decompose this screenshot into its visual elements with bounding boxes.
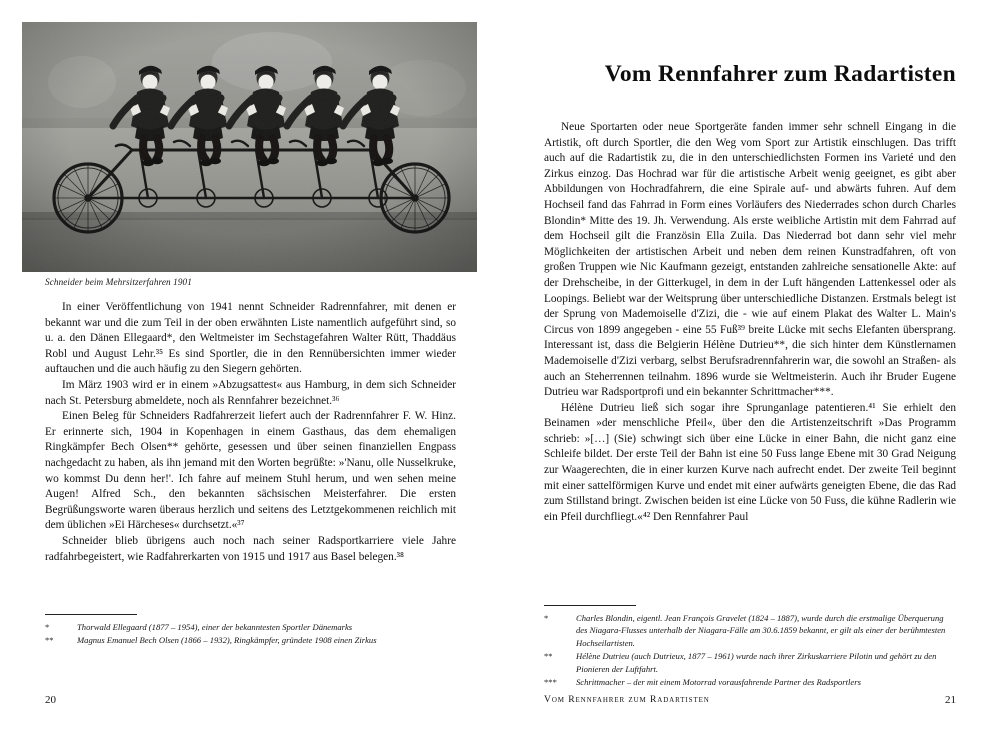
- page-number-left: 20: [45, 694, 56, 706]
- footnote-text: Thorwald Ellegaard (1877 – 1954), einer der bekanntesten Sportler Dänemarks: [77, 622, 353, 632]
- historic-photograph: [22, 22, 477, 272]
- page-number-right: 21: [945, 694, 956, 706]
- paragraph: Schneider blieb übrigens auch noch nach seiner Radsportkarriere viele Jahre radfahrbegeistert, wie Radfahrerkarten von 1915 und 1917 aus Basel belegen.³⁸: [45, 534, 456, 563]
- footnote-marker: ***: [544, 677, 557, 688]
- paragraph: Neue Sportarten oder neue Sportgeräte fanden immer sehr schnell Eingang in die Artistik, oft durch Sportler, die den Weg vom Sport zur Artistik einschlugen. Das trifft auch auf die Radartistik zu, die in den unterschiedlichsten Formen ins Varieté und den Zirkus einzog. Das Hochrad war für die artistische Arbeit wenig geeignet, es gibt aber Abbildungen von Hochradfahrern, die eine Spirale auf- und abwärts fuhren. Auf dem Hochseil fand das Fahrrad in Form eines Vorläufers des Niederrades schon durch Charles Blondin* Mitte des 19. Jh. Verwendung. Als erste weibliche Artistin mit dem Fahrrad auf dem Hochseil gilt die Französin Ella Zuila. Das Niederrad bot dann sehr viel mehr Möglichkeiten der artistischen Arbeit und neben dem reinen Kunstradfahren, oft von großen Truppen wie Nic Kaufmann gezeigt, entstanden zahlreiche sensationelle Akte: auf der Drehscheibe, in der Gitterkugel, in dem in der Luft hängenden Lattenkessel oder als Loopings. Beliebt war der Weitsprung über unterschiedliche Distanzen. Erstmals belegt ist der Sprung von Mademoiselle d'Zizi, die - wie auf einem Plakat des Walter L. Main's Circus von 1899 angegeben - eine 55 Fuß³⁹ breite Lücke mit sechs Elefanten übersprang. Interessant ist, dass die Belgierin Hélène Dutrieu**, die sich hinter dem Künstlernamen Mademoiselle d'Zizi verbarg, selbst Berufsradrennfahrerin war, die sowohl an Straßen- als auch an Steherrennen teilnahm. 1896 wurde sie Weltmeisterin. Auch ihr Bruder Eugene Dutrieu war Radsportprofi und ein bekannter Schrittmacher***.: [544, 121, 956, 399]
- chapter-title: Vom Rennfahrer zum Radartisten: [604, 60, 956, 87]
- footnote-marker: **: [45, 635, 54, 646]
- footnote-item: [544, 612, 956, 649]
- footnote-item: [45, 621, 456, 633]
- paragraph: Hélène Dutrieu ließ sich sogar ihre Sprunganlage patentieren.⁴¹ Sie erhielt den Beinamen »der menschliche Pfeil«, über den die Artistenzeitschrift »Das Programm schrieb: »[…] (Sie) schwingt sich über eine Lücke in einer Bahn, die nicht ganz eine Schleife bildet. Der erste Teil der Bahn ist eine 50 Fuss lange Ebene mit 30 Grad Neigung zur Waagerechten, die in einer kurzen Kurve nach aufrecht endet. Der zweite Teil beginnt mit einer sattelförmigen Kurve und endet mit einer aufwärts geneigten Ebene, die das Rad zum Stillstand bringt. Zwischen beiden ist eine Lücke von 50 Fuss, die kühne Radlerin wie ein Pfeil durchfliegt.«⁴² Den Rennfahrer Paul: [544, 401, 956, 523]
- footnote-item: [45, 634, 456, 646]
- footnote-marker: *: [45, 622, 50, 632]
- footnote-text: Hélène Dutrieu (auch Dutrieux, 1877 – 1961) wurde nach ihrer Zirkuskarriere Pilotin und gehört zu den Pionieren der Luftfahrt.: [576, 651, 937, 674]
- right-page: [500, 0, 1000, 733]
- tandem-bicycle-photo: [22, 22, 477, 272]
- left-page-body: [45, 300, 456, 565]
- paragraph: Einen Beleg für Schneiders Radfahrerzeit liefert auch der Radrennfahrer F. W. Hinz. Er erinnerte sich, 1904 in Kopenhagen in einem Gasthaus, das dem ehemaligen Ringkämpfer Bech Olsen** gehörte, gesessen und über seinen finanziellen Engpass nachgedacht zu haben, als ihn jemand mit den Worten begrüßte: »'Nanu, olle Nusselkruke, wo kommst Du denn her!'. Ich fahre auf meinem Stuhl herum, und wen sehen meine Augen! Alfred Sch., den bekannten sächsischen Meisterfahrer. Die ersten Begrüßungsworte waren überaus herzlich und seitens des Letztgekommenen reichlich mit dem üblichen »Ei Härcheses« durchsetzt.«³⁷: [45, 410, 456, 532]
- right-page-footnotes: [544, 605, 956, 689]
- paragraph: Im März 1903 wird er in einem »Abzugsattest« aus Hamburg, in dem sich Schneider nach St. Petersburg abmeldete, noch als Rennfahrer bezeichnet.³⁶: [45, 378, 456, 407]
- paragraph: In einer Veröffentlichung von 1941 nennt Schneider Radrennfahrer, mit denen er bekannt war und die zum Teil in der oben erwähnten Liste namentlich aufgeführt sind, so u. a. den Dänen Ellegaard*, den Weltmeister im Sechstagefahren Walter Rütt, Thaddäus Robl und August Lehr.³⁵ Es sind Sportler, die in den Rennübersichten immer wieder auftauchen und die auch häufig zu den Siegern gehörten.: [45, 301, 456, 376]
- footnote-rule: [544, 605, 636, 606]
- footnote-marker: *: [544, 613, 549, 623]
- footnote-marker: **: [544, 651, 553, 662]
- footnote-item: [544, 676, 956, 688]
- footnote-rule: [45, 614, 137, 615]
- footnote-text: Charles Blondin, eigentl. Jean François Gravelet (1824 – 1887), wurde durch die erstmalige Überquerung des Niagara-Flusses unterhalb der Niagara-Fälle am 30.6.1859 bekannt, er gilt als einer der berühmtesten Hochseilartisten.: [576, 613, 946, 648]
- figure-caption: Schneider beim Mehrsitzerfahren 1901: [45, 277, 192, 287]
- right-page-body: [544, 120, 956, 525]
- footnote-text: Magnus Emanuel Bech Olsen (1866 – 1932), Ringkämpfer, gründete 1908 einen Zirkus: [77, 635, 377, 646]
- left-page-footnotes: [45, 614, 456, 648]
- running-head: Vom Rennfahrer zum Radartisten: [544, 694, 710, 705]
- footnote-item: [544, 650, 956, 675]
- footnote-text: Schrittmacher – der mit einem Motorrad vorausfahrende Partner des Radsportlers: [576, 677, 861, 688]
